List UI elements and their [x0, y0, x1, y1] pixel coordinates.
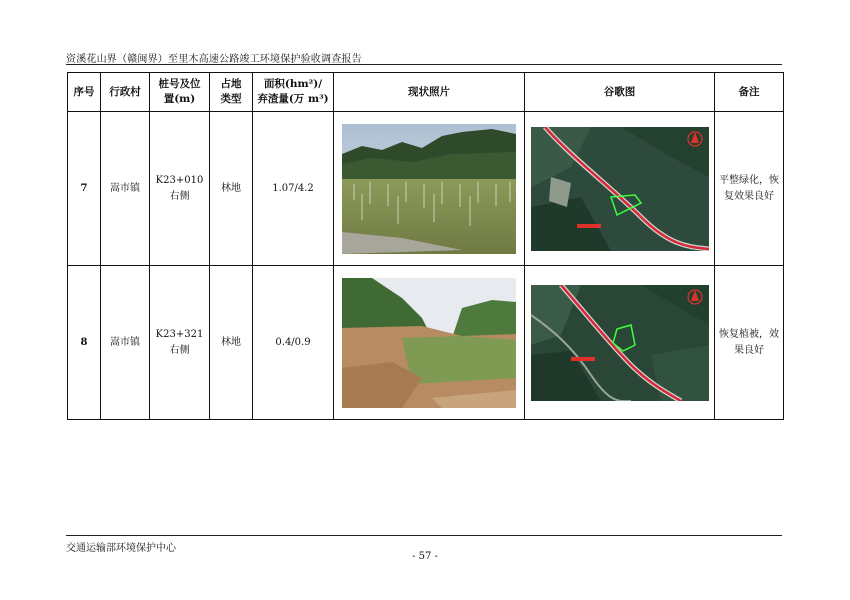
note-cell: 恢复植被，效果良好: [715, 266, 784, 420]
col-header-area-line1: 面积(hm²)/: [263, 78, 323, 90]
satellite-map: [531, 285, 709, 401]
stake-cell: [150, 266, 210, 420]
area-cell: 1.07/4.2: [253, 112, 334, 266]
stake-side: 右侧: [169, 190, 190, 202]
col-header-stake-line1: 桩号及位: [158, 78, 201, 90]
photo-cell: [334, 112, 525, 266]
footer-divider: [66, 535, 782, 536]
note-cell: 平整绿化，恢复效果良好: [715, 112, 784, 266]
col-header-note: 备注: [715, 73, 784, 112]
col-header-village: 行政村: [101, 73, 150, 112]
col-header-stake: [150, 73, 210, 112]
row-number: 7: [68, 112, 101, 266]
header-divider: [66, 64, 782, 65]
col-header-land-type: [210, 73, 253, 112]
map-cell: [525, 112, 715, 266]
spoil-site-table: [67, 72, 784, 420]
page-number: - 57 -: [412, 551, 438, 562]
land-type-cell: 林地: [210, 266, 253, 420]
photo-cell: [334, 266, 525, 420]
col-header-stake-line2: 置(m): [163, 93, 196, 105]
stake-number: K23+321: [155, 328, 204, 340]
col-header-type-line2: 类型: [220, 93, 242, 105]
table-header-row: [68, 73, 784, 112]
table-row: [68, 266, 784, 420]
field-photo: [342, 124, 516, 254]
stake-cell: [150, 112, 210, 266]
area-cell: 0.4/0.9: [253, 266, 334, 420]
land-type-cell: 林地: [210, 112, 253, 266]
footer-organization: 交通运输部环境保护中心: [66, 543, 176, 554]
village-cell: 嵩市镇: [101, 266, 150, 420]
col-header-photo: 现状照片: [334, 73, 525, 112]
table-row: [68, 112, 784, 266]
slope-photo: [342, 278, 516, 408]
col-header-area: [253, 73, 334, 112]
map-cell: [525, 266, 715, 420]
row-number: 8: [68, 266, 101, 420]
stake-side: 右侧: [169, 344, 190, 356]
satellite-map: [531, 127, 709, 251]
col-header-no: 序号: [68, 73, 101, 112]
col-header-type-line1: 占地: [220, 78, 242, 90]
stake-number: K23+010: [155, 174, 204, 186]
report-title: 资溪花山界（赣闽界）至里木高速公路竣工环境保护验收调查报告: [66, 54, 362, 65]
col-header-map: 谷歌图: [525, 73, 715, 112]
col-header-area-line2: 弃渣量(万 m³): [257, 93, 329, 105]
village-cell: 嵩市镇: [101, 112, 150, 266]
